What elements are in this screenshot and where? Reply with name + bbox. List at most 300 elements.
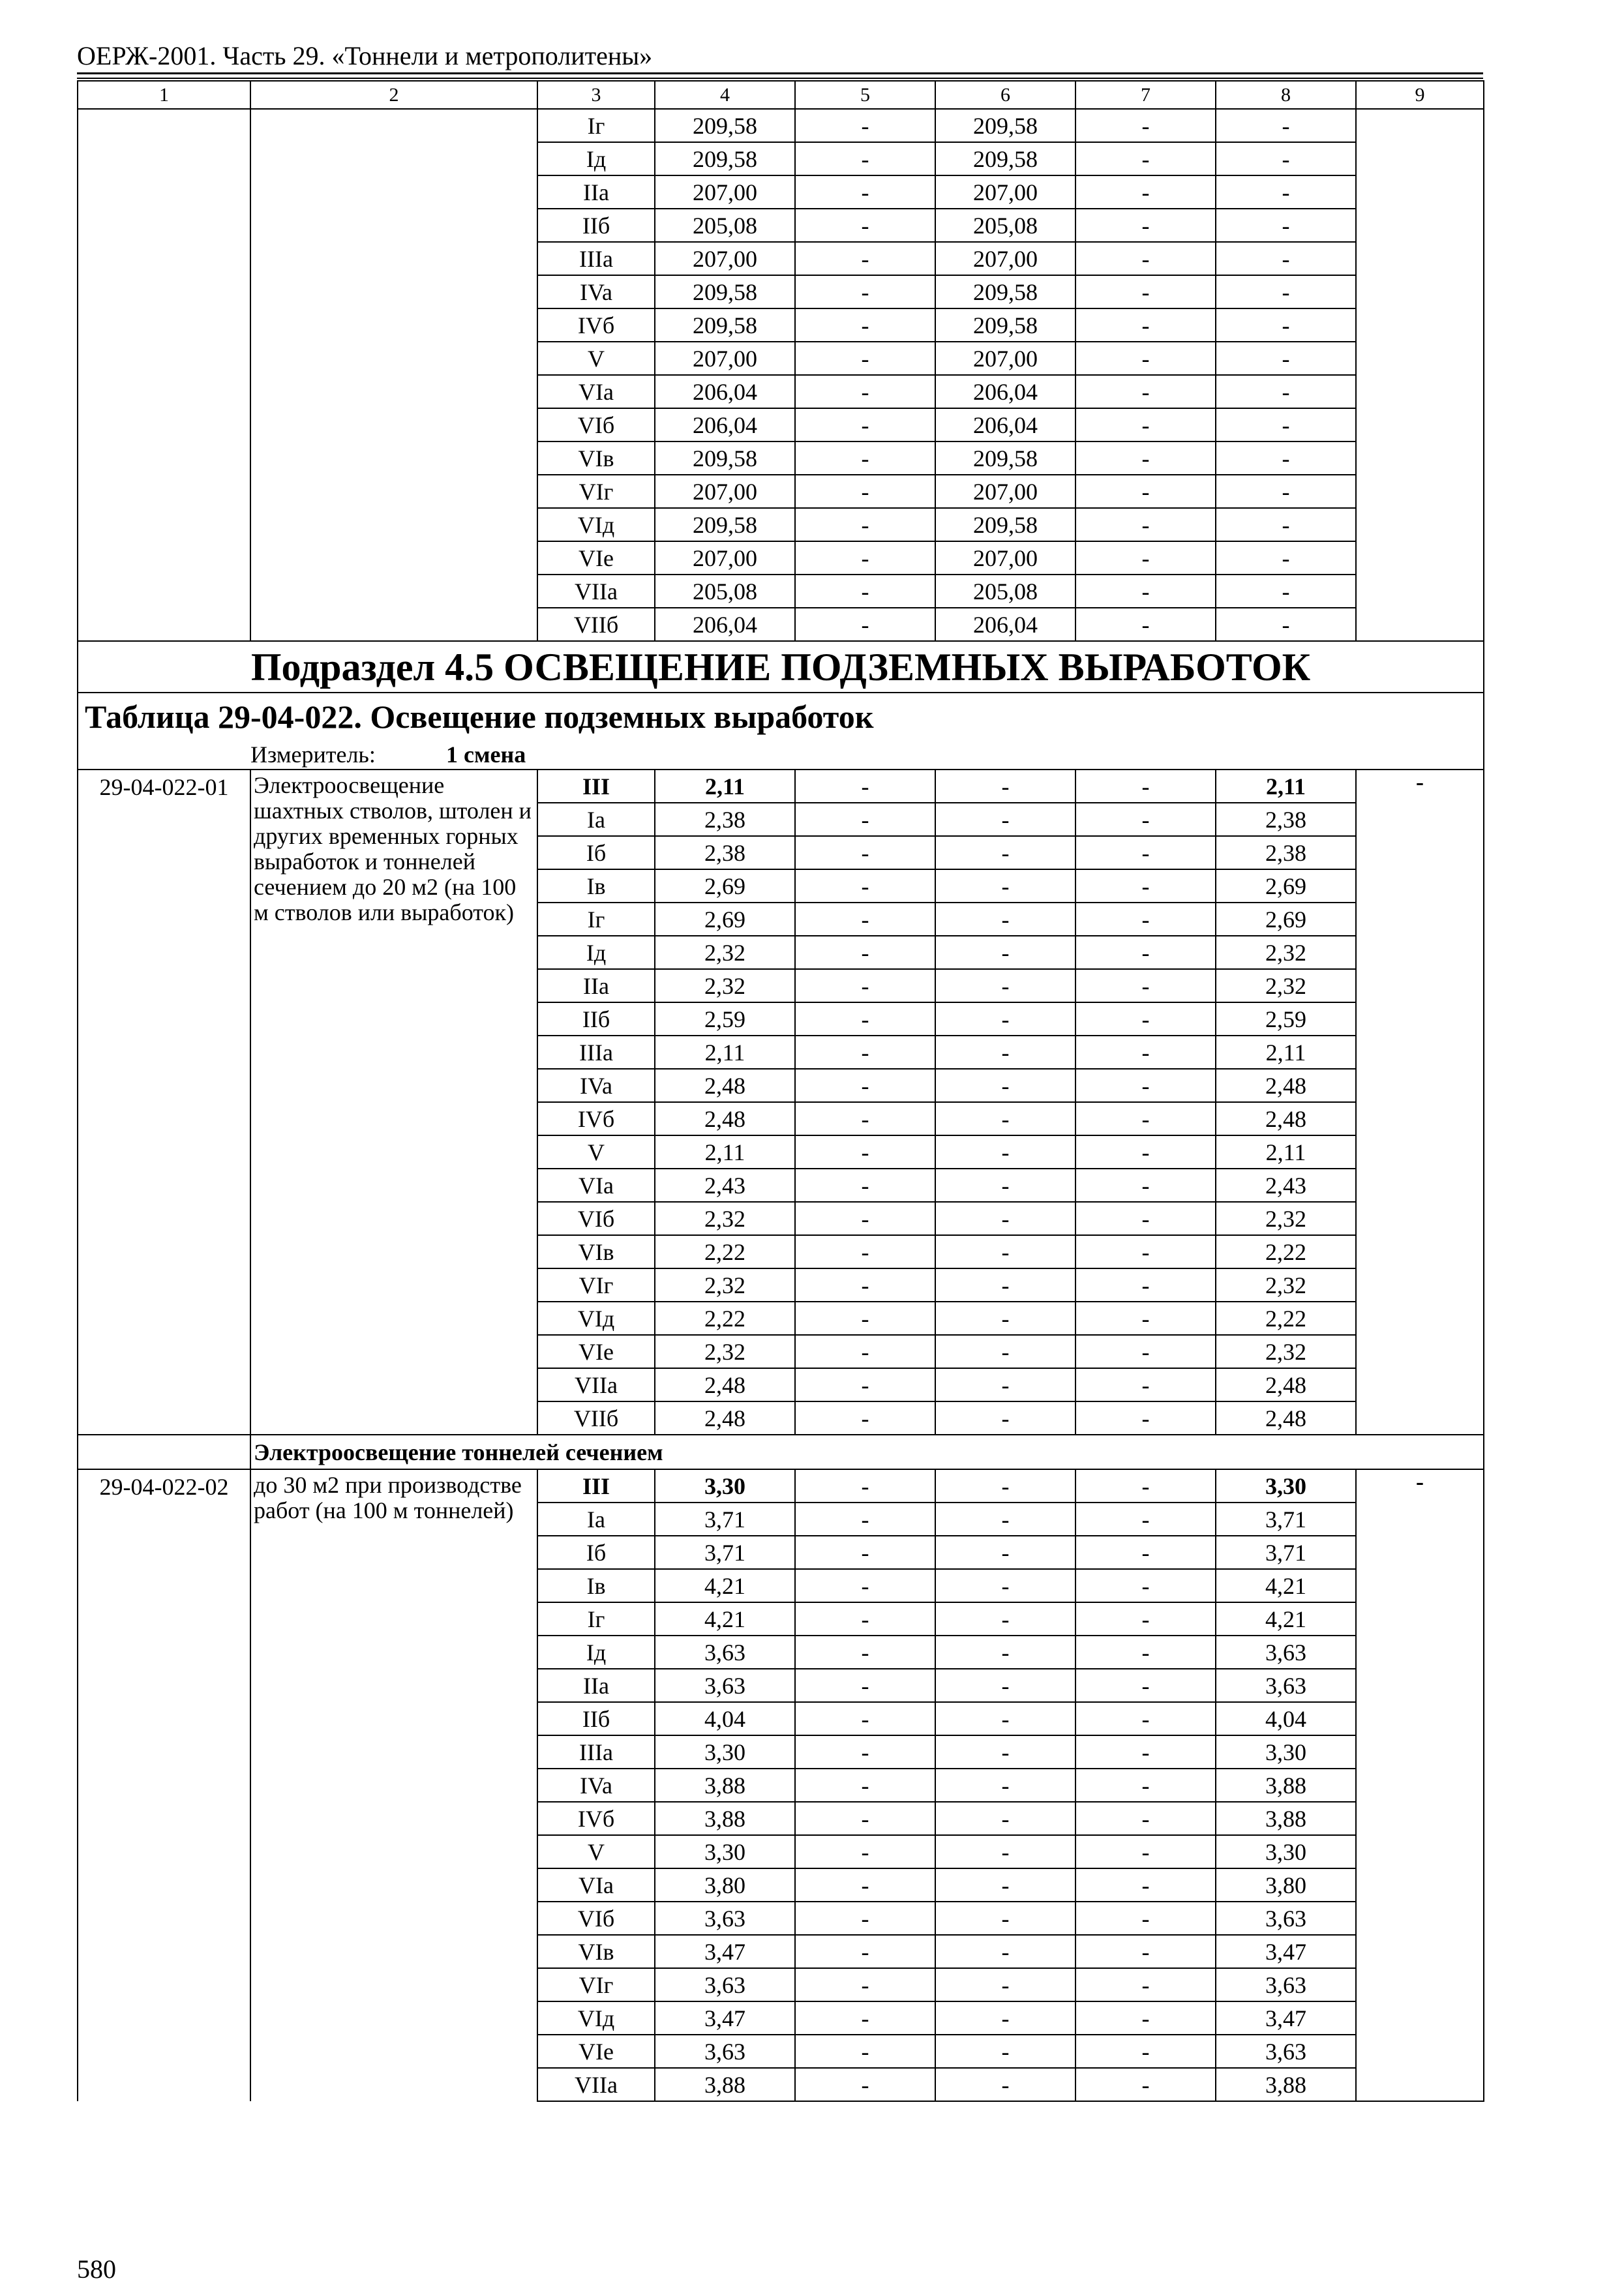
cell: - [1075,1503,1216,1536]
cell: - [935,1335,1075,1368]
cell: VIe [537,541,655,575]
cell: - [935,1036,1075,1069]
cell: 2,48 [1216,1069,1356,1102]
cell: - [935,1069,1075,1102]
cell: 209,58 [935,508,1075,541]
cell: - [795,1002,935,1036]
cell: - [1075,1902,1216,1935]
cell: - [935,1469,1075,1503]
cell: - [1216,175,1356,209]
cell: - [1075,541,1216,575]
cell: 209,58 [655,308,795,342]
cell: - [795,475,935,508]
cell: 3,88 [655,1769,795,1802]
cell: - [795,508,935,541]
cell: IVб [537,1802,655,1835]
cell: 2,59 [655,1002,795,1036]
cell: 3,63 [1216,2035,1356,2068]
cell: 3,71 [655,1503,795,1536]
cell: - [935,1868,1075,1902]
cell: 3,88 [655,1802,795,1835]
cell: 3,80 [655,1868,795,1902]
cell: 2,32 [1216,1202,1356,1235]
cell: Iв [537,869,655,903]
cell: VIв [537,1235,655,1268]
cell: 207,00 [935,342,1075,375]
cell: - [1075,1602,1216,1636]
cell: VIв [537,1935,655,1968]
cell: - [795,342,935,375]
cell: - [935,1802,1075,1835]
cell: 2,22 [1216,1235,1356,1268]
cell: 3,88 [655,2068,795,2101]
cell: - [795,541,935,575]
cell: V [537,1135,655,1169]
page-number: 580 [77,2254,116,2284]
cell: 207,00 [655,242,795,275]
cell: - [1216,441,1356,475]
cell: 3,30 [1216,1735,1356,1769]
cell: - [795,1602,935,1636]
cell: - [795,2001,935,2035]
cell: - [1075,1268,1216,1302]
cell: - [1216,408,1356,441]
cell: - [935,1169,1075,1202]
cell: - [1075,903,1216,936]
cell: III [537,1469,655,1503]
cell: - [935,869,1075,903]
cell: - [795,1702,935,1735]
cell: - [935,1669,1075,1702]
cell: - [795,142,935,175]
cell: 2,32 [1216,969,1356,1002]
cell: 3,30 [1216,1835,1356,1868]
cell: 4,21 [1216,1602,1356,1636]
cell: - [1075,1202,1216,1235]
cell: - [795,1401,935,1435]
cell: 207,00 [655,175,795,209]
cell: V [537,342,655,375]
column-9-value: - [1356,1469,1484,2101]
cell: - [935,1102,1075,1135]
cell: VIв [537,441,655,475]
cell: 3,71 [1216,1503,1356,1536]
cell: VIa [537,1169,655,1202]
cell: 3,30 [655,1735,795,1769]
cell: - [1075,1935,1216,1968]
cell: - [795,1069,935,1102]
cell: Iв [537,1569,655,1602]
item-code: 29-04-022-02 [78,1469,250,2101]
blank-cell [78,1435,250,1469]
cell: 2,69 [1216,869,1356,903]
cell: - [795,1935,935,1968]
cell: 2,69 [655,869,795,903]
cell: - [1216,508,1356,541]
cell: - [1075,869,1216,903]
cell: - [1216,375,1356,408]
column-9-value: - [1356,770,1484,1435]
cell: 207,00 [935,475,1075,508]
cell: - [1075,1669,1216,1702]
cell: 3,63 [1216,1669,1356,1702]
cell: IIIa [537,1036,655,1069]
cell: IIб [537,1702,655,1735]
cell: 4,04 [655,1702,795,1735]
cell: - [795,375,935,408]
cell: VIг [537,1268,655,1302]
cell: 209,58 [655,508,795,541]
column-number: 1 [78,81,250,109]
cell: 209,58 [655,275,795,308]
cell: - [935,1536,1075,1569]
cell: 205,08 [655,209,795,242]
cell: 2,48 [1216,1102,1356,1135]
cell: 2,48 [655,1102,795,1135]
cell: IVб [537,1102,655,1135]
cell: - [935,1902,1075,1935]
cell: VIIб [537,1401,655,1435]
cell: IIa [537,1669,655,1702]
cell: - [795,803,935,836]
cell: 2,11 [655,1036,795,1069]
cell: - [1075,2068,1216,2101]
cell: - [795,1368,935,1401]
cell: - [935,1935,1075,1968]
cell: 206,04 [655,375,795,408]
cell: - [935,1302,1075,1335]
cell: 207,00 [935,175,1075,209]
cell: 2,48 [1216,1368,1356,1401]
cell: - [1075,441,1216,475]
cell: 2,32 [655,1335,795,1368]
cell: - [935,1569,1075,1602]
item-description: Электроосвещение шахтных стволов, штолен и других временных горных выработок и тоннелей сечением до 20 м2 (на 100 м стволов или выработок) [250,770,537,1435]
section-title: Подраздел 4.5 ОСВЕЩЕНИЕ ПОДЗЕМНЫХ ВЫРАБОТОК [78,641,1484,693]
column-number: 7 [1075,81,1216,109]
cell: 3,80 [1216,1868,1356,1902]
cell: 2,48 [655,1069,795,1102]
header-rule [77,72,1483,74]
cell: 2,48 [1216,1401,1356,1435]
cell: Iб [537,1536,655,1569]
cell: IVб [537,308,655,342]
cell: - [935,2068,1075,2101]
cell: - [935,1602,1075,1636]
cell: - [795,1769,935,1802]
cell: 206,04 [935,608,1075,641]
cell: - [935,903,1075,936]
cell: 2,69 [1216,903,1356,936]
cell: - [935,2001,1075,2035]
cell: - [795,608,935,641]
cell: 3,63 [655,1902,795,1935]
cell: VIIб [537,608,655,641]
cell: - [795,1968,935,2001]
cell: - [795,1735,935,1769]
cell: 2,38 [655,836,795,869]
cell: - [1075,1702,1216,1735]
column-number: 5 [795,81,935,109]
cell: - [1075,1536,1216,1569]
cell: - [795,1503,935,1536]
cell: - [795,836,935,869]
cell: 2,32 [655,969,795,1002]
cell: 2,11 [1216,1135,1356,1169]
cell: 4,21 [655,1602,795,1636]
cell: - [795,575,935,608]
cell: 2,32 [655,1202,795,1235]
cell: - [935,2035,1075,2068]
item-code: 29-04-022-01 [78,770,250,1435]
cell: 209,58 [655,441,795,475]
meter-value: 1 смена [446,741,526,768]
cell: - [1075,1368,1216,1401]
cell: - [1216,242,1356,275]
cell: 3,71 [1216,1536,1356,1569]
cell: 206,04 [655,408,795,441]
cell: 2,11 [655,1135,795,1169]
cell: - [1216,142,1356,175]
cell: - [795,1802,935,1835]
cell: Iг [537,1602,655,1636]
cell: - [1075,1469,1216,1503]
cell: - [1075,1735,1216,1769]
cell: 2,38 [1216,836,1356,869]
cell: - [1075,575,1216,608]
table-row [78,109,1484,142]
cell: - [795,869,935,903]
cell: IIIa [537,242,655,275]
cell: Ia [537,803,655,836]
cell: - [795,109,935,142]
cell: 205,08 [655,575,795,608]
cell: Iг [537,109,655,142]
cell: 2,11 [1216,770,1356,803]
cell: - [1075,1235,1216,1268]
cell: - [795,209,935,242]
cell: - [1075,1868,1216,1902]
cell: - [1075,508,1216,541]
cell: - [935,803,1075,836]
cell: - [1075,770,1216,803]
cell: - [1075,1401,1216,1435]
cell: - [935,1235,1075,1268]
cell: - [935,1636,1075,1669]
cell: 3,47 [1216,2001,1356,2035]
cell: 209,58 [935,275,1075,308]
cell: 209,58 [935,308,1075,342]
cell: 3,63 [1216,1968,1356,2001]
meter-row [78,740,1484,770]
cell: 2,69 [655,903,795,936]
cell: - [795,969,935,1002]
table-row [78,770,1484,803]
cell: - [795,1036,935,1069]
cell: VIд [537,508,655,541]
table-title: Таблица 29-04-022. Освещение подземных выработок [78,693,1484,740]
cell: 3,30 [1216,1469,1356,1503]
column-number-row [78,81,1484,109]
cell: IVa [537,1769,655,1802]
cell: 2,48 [655,1401,795,1435]
cell: - [935,1968,1075,2001]
cell: - [795,1669,935,1702]
cell: - [795,308,935,342]
cell: 3,63 [655,1636,795,1669]
cell: 2,32 [1216,1335,1356,1368]
cell: - [1075,1002,1216,1036]
column-number: 2 [250,81,537,109]
column-number: 9 [1356,81,1484,109]
cell: 2,22 [1216,1302,1356,1335]
cell: - [1216,308,1356,342]
cell: - [935,1202,1075,1235]
cell: 207,00 [935,242,1075,275]
cell: IIa [537,175,655,209]
cell: - [1075,1302,1216,1335]
column-number: 8 [1216,81,1356,109]
cell: - [795,275,935,308]
cell: - [1075,1135,1216,1169]
header-rule-thin [77,78,1483,79]
cell: 206,04 [935,375,1075,408]
table-row [78,1469,1484,1503]
cell: Ia [537,1503,655,1536]
cell: - [1075,2001,1216,2035]
meter-label: Измеритель: [250,741,376,768]
cell: - [1075,969,1216,1002]
cell: - [1075,1036,1216,1069]
cell: 3,63 [655,2035,795,2068]
cell: - [935,1268,1075,1302]
cell: 2,38 [655,803,795,836]
cell: - [1075,475,1216,508]
cell: 3,88 [1216,2068,1356,2101]
cell: - [795,1902,935,1935]
subheading: Электроосвещение тоннелей сечением [250,1435,1484,1469]
cell: - [1075,109,1216,142]
cell: - [1075,1769,1216,1802]
cell: - [1075,1802,1216,1835]
cell: VIг [537,475,655,508]
subheading-row [78,1435,1484,1469]
blank-cell [250,109,537,641]
cell: - [795,1835,935,1868]
cell: - [935,1002,1075,1036]
cell: - [1075,408,1216,441]
cell: - [1075,1636,1216,1669]
cell: 209,58 [935,109,1075,142]
cell: - [1075,342,1216,375]
cell: 3,63 [1216,1902,1356,1935]
cell: - [795,1636,935,1669]
cell: - [795,1268,935,1302]
cell: - [795,2068,935,2101]
cell: VIб [537,1202,655,1235]
cell: 205,08 [935,209,1075,242]
cell: VIe [537,2035,655,2068]
cell: - [795,1235,935,1268]
cell: 207,00 [935,541,1075,575]
cell: - [935,1401,1075,1435]
cell: - [795,1868,935,1902]
cell: - [1075,1569,1216,1602]
cell: Iг [537,903,655,936]
cell: VIг [537,1968,655,2001]
cell: - [795,770,935,803]
cell: VIe [537,1335,655,1368]
cell: - [1075,2035,1216,2068]
cell: - [1075,836,1216,869]
cell: - [1075,142,1216,175]
cell: 2,43 [655,1169,795,1202]
cell: 2,11 [1216,1036,1356,1069]
cell: - [1075,308,1216,342]
cell: IVa [537,1069,655,1102]
cell: - [1216,475,1356,508]
cell: 3,30 [655,1469,795,1503]
cell: - [1216,109,1356,142]
cell: 2,43 [1216,1169,1356,1202]
cell: - [1075,803,1216,836]
cell: 209,58 [935,142,1075,175]
cell: VIIa [537,2068,655,2101]
cell: 3,63 [655,1968,795,2001]
cell: - [1216,541,1356,575]
cell: - [795,1102,935,1135]
cell: - [795,936,935,969]
column-number: 4 [655,81,795,109]
cell: VIa [537,1868,655,1902]
cell: - [935,836,1075,869]
cell: - [935,1702,1075,1735]
cell: 2,32 [655,1268,795,1302]
cell: - [795,242,935,275]
cell: IIa [537,969,655,1002]
column-number: 6 [935,81,1075,109]
cell: - [1075,608,1216,641]
cell: 3,47 [1216,1935,1356,1968]
cell: - [1216,209,1356,242]
cell: - [795,175,935,209]
cell: 2,32 [1216,1268,1356,1302]
cell: - [1216,275,1356,308]
cell: - [1075,1968,1216,2001]
cell: IIб [537,209,655,242]
cell: - [795,903,935,936]
cell: 2,48 [655,1368,795,1401]
cell: - [1216,575,1356,608]
cell: - [1075,375,1216,408]
cell: 207,00 [655,342,795,375]
cell: - [1075,209,1216,242]
cell: IIб [537,1002,655,1036]
cell: IVa [537,275,655,308]
cell: 3,63 [1216,1636,1356,1669]
cell: - [795,408,935,441]
cell: 206,04 [935,408,1075,441]
cell: 2,11 [655,770,795,803]
cell: V [537,1835,655,1868]
cell: VIд [537,2001,655,2035]
cell: - [1075,936,1216,969]
cell: - [1075,1335,1216,1368]
cell: 3,47 [655,2001,795,2035]
cell: 209,58 [655,142,795,175]
page-header: ОЕРЖ-2001. Часть 29. «Тоннели и метрополитены» [77,41,653,70]
cell: IIIa [537,1735,655,1769]
